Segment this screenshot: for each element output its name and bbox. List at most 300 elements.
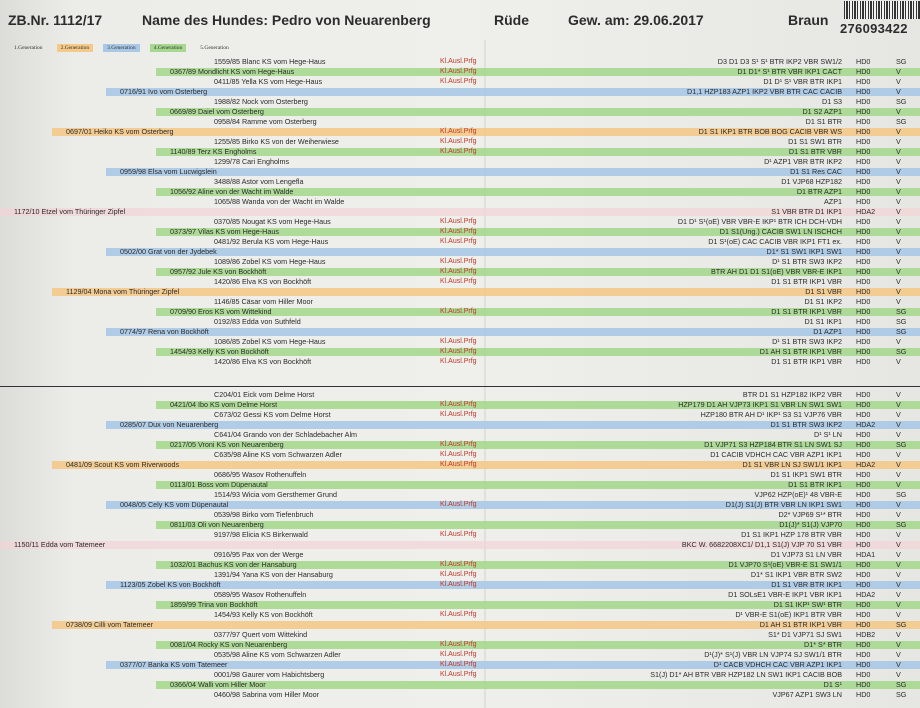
ancestor-name: 1988/82 Nock vom Osterberg — [214, 97, 308, 106]
show-grade: V — [896, 540, 901, 549]
hd-result: HD0 — [856, 690, 871, 699]
legend-gen-2: 2.Generation — [57, 44, 94, 52]
show-grade: SG — [896, 440, 907, 449]
pedigree-row — [0, 600, 920, 609]
breeding-exam: Kl.Ausl.Prfg — [440, 148, 477, 155]
awards-text: S1 VBR BTR D1 IKP1 — [771, 207, 842, 216]
pedigree-row — [0, 450, 920, 459]
pedigree-row — [0, 157, 920, 166]
awards-text: D1 S1 IKP1 BTR BOB BOG CACIB VBR WS — [698, 127, 842, 136]
hd-result: HD0 — [856, 660, 871, 669]
show-grade: V — [896, 217, 901, 226]
breeding-exam: Kl.Ausl.Prfg — [440, 641, 477, 648]
ancestor-name: 0048/05 Cely KS vom Düpenautal — [120, 500, 229, 509]
sex-label: Rüde — [494, 12, 529, 28]
whelp-date: Gew. am: 29.06.2017 — [568, 12, 704, 28]
show-grade: SG — [896, 520, 907, 529]
hd-result: HD0 — [856, 500, 871, 509]
ancestor-name: 0774/97 Rena von Bockhöft — [120, 327, 209, 336]
pedigree-row — [0, 177, 920, 186]
show-grade: V — [896, 600, 901, 609]
show-grade: V — [896, 550, 901, 559]
ancestor-name: 1420/86 Elva KS von Bockhöft — [214, 357, 312, 366]
ancestor-name: 3488/88 Astor vom Lengefla — [214, 177, 304, 186]
ancestor-name: 1056/92 Aline von der Wacht im Walde — [170, 187, 294, 196]
awards-text: D3 D1 D3 S¹ S¹ BTR IKP2 VBR SW1/2 — [717, 57, 842, 66]
awards-text: S1(J) D1* AH BTR VBR HZP182 LN SW1 IKP1 CACIB BOB — [650, 670, 842, 679]
breeding-exam: Kl.Ausl.Prfg — [440, 238, 477, 245]
hd-result: HD0 — [856, 307, 871, 316]
breeding-exam: Kl.Ausl.Prfg — [440, 308, 477, 315]
awards-text: D1 S1 BTR IKP1 VBR — [771, 277, 842, 286]
ancestor-name: 0539/98 Birko vom Tiefenbruch — [214, 510, 314, 519]
hd-result: HD0 — [856, 510, 871, 519]
hd-result: HD0 — [856, 400, 871, 409]
hd-result: HD0 — [856, 600, 871, 609]
ancestor-name: 0959/98 Elsa vom Lucwigslein — [120, 167, 217, 176]
generation-band — [156, 681, 920, 689]
pedigree-row — [0, 680, 920, 689]
hd-result: HD0 — [856, 97, 871, 106]
ancestor-name: 1514/93 Wicia vom Gersthemer Grund — [214, 490, 338, 499]
ancestor-name: 1129/04 Mona vom Thüringer Zipfel — [66, 287, 180, 296]
hd-result: HD0 — [856, 440, 871, 449]
show-grade: SG — [896, 347, 907, 356]
hd-result: HD0 — [856, 390, 871, 399]
awards-text: D1 S1 BTR SW3 IKP2 — [770, 420, 842, 429]
registration-number: ZB.Nr. 1112/17 — [8, 12, 103, 28]
awards-text: D1 S1 IKP1 SW1 BTR — [770, 470, 842, 479]
awards-text: D1 S1(Ung.) CACIB SW1 LN ISCHCH — [719, 227, 842, 236]
ancestor-name: 0958/84 Ramme vom Osterberg — [214, 117, 317, 126]
show-grade: SG — [896, 490, 907, 499]
breeding-exam: Kl.Ausl.Prfg — [440, 68, 477, 75]
hd-result: HD0 — [856, 580, 871, 589]
pedigree-row — [0, 67, 920, 76]
show-grade: V — [896, 510, 901, 519]
ancestor-name: 1299/78 Cari Engholms — [214, 157, 290, 166]
show-grade: V — [896, 530, 901, 539]
breeding-exam: Kl.Ausl.Prfg — [440, 451, 477, 458]
hd-result: HD0 — [856, 520, 871, 529]
awards-text: D1 S1 SW1 BTR — [788, 137, 842, 146]
hd-result: HD0 — [856, 470, 871, 479]
show-grade: V — [896, 127, 901, 136]
breeding-exam: Kl.Ausl.Prfg — [440, 58, 477, 65]
hd-result: HDA2 — [856, 420, 876, 429]
show-grade: V — [896, 480, 901, 489]
generation-band — [52, 288, 920, 296]
ancestor-name: 1150/11 Edda vom Tatemeer — [14, 540, 106, 549]
show-grade: V — [896, 77, 901, 86]
ancestor-name: 9197/98 Elicia KS Birkenwald — [214, 530, 308, 539]
breeding-exam: Kl.Ausl.Prfg — [440, 461, 477, 468]
legend-gen-3: 3.Generation — [103, 44, 140, 52]
pedigree-row — [0, 500, 920, 509]
hd-result: HD0 — [856, 257, 871, 266]
breeding-exam: Kl.Ausl.Prfg — [440, 358, 477, 365]
pedigree-row — [0, 400, 920, 409]
breeding-exam: Kl.Ausl.Prfg — [440, 401, 477, 408]
awards-text: D1(J)* S1(J) VJP70 — [779, 520, 842, 529]
hd-result: HD0 — [856, 197, 871, 206]
pedigree-row — [0, 257, 920, 266]
awards-text: D1* S1 SW1 IKP1 SW1 — [766, 247, 842, 256]
show-grade: V — [896, 67, 901, 76]
breeding-exam: Kl.Ausl.Prfg — [440, 661, 477, 668]
hd-result: HD0 — [856, 560, 871, 569]
awards-text: D1 S1 IKP1 HZP 178 BTR VBR — [741, 530, 842, 539]
awards-text: D1 S2 AZP1 — [802, 107, 842, 116]
awards-text: VJP62 HZP(oE)¹ 48 VBR-E — [754, 490, 842, 499]
ancestor-name: 0686/95 Wasov Rothenuffeln — [214, 470, 307, 479]
pedigree-row — [0, 510, 920, 519]
awards-text: D¹ S¹ LN — [814, 430, 842, 439]
ancestor-name: 0217/05 Vroni KS von Neuarenberg — [170, 440, 284, 449]
hd-result: HDA2 — [856, 207, 876, 216]
awards-text: S1* D1 VJP71 SJ SW1 — [768, 630, 842, 639]
hd-result: HD0 — [856, 450, 871, 459]
show-grade: V — [896, 237, 901, 246]
pedigree-row — [0, 670, 920, 679]
legend-gen-5: 5.Generation — [200, 45, 229, 51]
ancestor-name: 1454/93 Kelly KS von Bockhöft — [214, 610, 313, 619]
ancestor-name: 1172/10 Etzel vom Thüringer Zipfel — [14, 207, 126, 216]
show-grade: V — [896, 207, 901, 216]
hd-result: HD0 — [856, 57, 871, 66]
awards-text: D1 AH S1 BTR IKP1 VBR — [759, 347, 842, 356]
hd-result: HD0 — [856, 217, 871, 226]
breeding-exam: Kl.Ausl.Prfg — [440, 128, 477, 135]
ancestor-name: 0366/04 Walli vom Hiller Moor — [170, 680, 266, 689]
hd-result: HD0 — [856, 650, 871, 659]
hd-result: HD0 — [856, 157, 871, 166]
pedigree-row — [0, 347, 920, 356]
awards-text: D1 S1 BTR IKP1 — [788, 480, 842, 489]
show-grade: V — [896, 420, 901, 429]
awards-text: D1 S1 BTR VBR — [788, 147, 842, 156]
hd-result: HD0 — [856, 147, 871, 156]
show-grade: V — [896, 197, 901, 206]
ancestor-name: 1454/93 Kelly KS von Bockhöft — [170, 347, 269, 356]
breeding-exam: Kl.Ausl.Prfg — [440, 571, 477, 578]
show-grade: V — [896, 390, 901, 399]
hd-result: HDA1 — [856, 550, 876, 559]
show-grade: V — [896, 660, 901, 669]
pedigree-row — [0, 540, 920, 549]
hd-result: HD0 — [856, 187, 871, 196]
show-grade: SG — [896, 317, 907, 326]
show-grade: V — [896, 560, 901, 569]
awards-text: D1 S1 VBR — [805, 287, 842, 296]
ancestor-name: 0460/98 Sabrina vom Hiller Moor — [214, 690, 320, 699]
barcode-image — [844, 1, 920, 19]
hd-result: HDA2 — [856, 460, 876, 469]
show-grade: V — [896, 357, 901, 366]
show-grade: SG — [896, 327, 907, 336]
show-grade: V — [896, 157, 901, 166]
awards-text: D¹ VBR-E S1(oE) IKP1 BTR VBR — [735, 610, 842, 619]
ancestor-name: 0001/98 Gaurer vom Habichtsberg — [214, 670, 325, 679]
ancestor-name: 0697/01 Heiko KS vom Osterberg — [66, 127, 174, 136]
ancestor-name: 0481/92 Berula KS vom Hege-Haus — [214, 237, 329, 246]
ancestor-name: 0709/90 Eros KS vom Wittekind — [170, 307, 272, 316]
show-grade: V — [896, 460, 901, 469]
hd-result: HD0 — [856, 337, 871, 346]
ancestor-name: 0716/91 Ivo vom Osterberg — [120, 87, 208, 96]
awards-text: D1 S¹ — [823, 680, 842, 689]
awards-text: D1 AH S1 BTR IKP1 VBR — [759, 620, 842, 629]
awards-text: D1* S1 IKP1 VBR BTR SW2 — [750, 570, 842, 579]
show-grade: SG — [896, 57, 907, 66]
pedigree-row — [0, 610, 920, 619]
awards-text: D¹ S1 BTR SW3 IKP2 — [772, 257, 842, 266]
pedigree-row — [0, 77, 920, 86]
pedigree-row — [0, 480, 920, 489]
ancestor-name: 0192/83 Edda von Suthfeld — [214, 317, 301, 326]
awards-text: D1 CACIB VDHCH CAC VBR AZP1 IKP1 — [710, 450, 842, 459]
breeding-exam: Kl.Ausl.Prfg — [440, 258, 477, 265]
awards-text: D1 SOLsE1 VBR-E IKP1 VBR IKP1 — [728, 590, 842, 599]
ancestor-name: C635/98 Aline KS vom Schwarzen Adler — [214, 450, 342, 459]
show-grade: V — [896, 400, 901, 409]
ancestor-name: C204/01 Eick vom Delme Horst — [214, 390, 315, 399]
ancestor-name: 0113/01 Boss vom Düpenautal — [170, 480, 268, 489]
show-grade: SG — [896, 97, 907, 106]
awards-text: D1 S1 IKP2 — [804, 297, 842, 306]
hd-result: HD0 — [856, 127, 871, 136]
legend-gen-4: 4.Generation — [150, 44, 187, 52]
pedigree-row — [0, 490, 920, 499]
show-grade: V — [896, 287, 901, 296]
awards-text: D1 S1 Res CAC — [790, 167, 842, 176]
pedigree-row — [0, 267, 920, 276]
pedigree-row — [0, 297, 920, 306]
pedigree-row — [0, 520, 920, 529]
hd-result: HD0 — [856, 570, 871, 579]
hd-result: HD0 — [856, 167, 871, 176]
awards-text: D1* S* BTR — [804, 640, 842, 649]
pedigree-row — [0, 430, 920, 439]
ancestor-name: 0377/97 Quert vom Wittekind — [214, 630, 308, 639]
show-grade: SG — [896, 117, 907, 126]
awards-text: D1 D1* S¹ BTR VBR IKP1 CACT — [737, 67, 842, 76]
pedigree-row — [0, 660, 920, 669]
pedigree-row — [0, 167, 920, 176]
show-grade: V — [896, 227, 901, 236]
awards-text: HZP180 BTR AH D¹ IKP¹ S3 S1 VJP76 VBR — [700, 410, 842, 419]
show-grade: V — [896, 297, 901, 306]
pedigree-row — [0, 57, 920, 66]
generation-legend — [10, 44, 243, 52]
pedigree-row — [0, 307, 920, 316]
show-grade: V — [896, 570, 901, 579]
awards-text: D2* VJP69 S¹* BTR — [778, 510, 842, 519]
breeding-exam: Kl.Ausl.Prfg — [440, 278, 477, 285]
show-grade: V — [896, 187, 901, 196]
awards-text: D1 S1 IKP¹ SW¹ BTR — [773, 600, 842, 609]
barcode-number: 276093422 — [840, 21, 908, 36]
show-grade: V — [896, 147, 901, 156]
hd-result: HD0 — [856, 247, 871, 256]
ancestor-name: 1089/86 Zobel KS vom Hege-Haus — [214, 257, 326, 266]
awards-text: D1,1 HZP183 AZP1 IKP2 VBR BTR CAC CACIB — [687, 87, 842, 96]
ancestor-name: 0421/04 Ibo KS vom Delme Horst — [170, 400, 278, 409]
parent-divider-line — [0, 386, 920, 387]
ancestor-name: C641/04 Grando von der Schladebacher Alm — [214, 430, 358, 439]
pedigree-row — [0, 127, 920, 136]
show-grade: SG — [896, 690, 907, 699]
awards-text: D1 VJP73 S1 LN VBR — [770, 550, 842, 559]
pedigree-row — [0, 630, 920, 639]
breeding-exam: Kl.Ausl.Prfg — [440, 561, 477, 568]
pedigree-row — [0, 197, 920, 206]
awards-text: VJP67 AZP1 SW3 LN — [772, 690, 842, 699]
ancestor-name: 0481/09 Scout KS vom Riverwoods — [66, 460, 180, 469]
hd-result: HD0 — [856, 480, 871, 489]
breeding-exam: Kl.Ausl.Prfg — [440, 228, 477, 235]
ancestor-name: 0535/98 Aline KS vom Schwarzen Adler — [214, 650, 341, 659]
hd-result: HD0 — [856, 347, 871, 356]
breeding-exam: Kl.Ausl.Prfg — [440, 531, 477, 538]
pedigree-row — [0, 287, 920, 296]
hd-result: HD0 — [856, 490, 871, 499]
show-grade: V — [896, 410, 901, 419]
ancestor-name: 0411/85 Yella KS vom Hege-Haus — [214, 77, 323, 86]
ancestor-name: 1065/88 Wanda von der Wacht im Walde — [214, 197, 345, 206]
pedigree-row — [0, 207, 920, 216]
awards-text: D1 VJP70 S¹(oE) VBR-E S1 SW1/1 — [728, 560, 842, 569]
ancestor-name: 0589/95 Wasov Rothenuffeln — [214, 590, 307, 599]
awards-text: BKC W. 6682208XC1/ D1,1 S1(J) VJP 70 S1 VBR — [681, 540, 842, 549]
hd-result: HD0 — [856, 267, 871, 276]
pedigree-row — [0, 550, 920, 559]
ancestor-name: 0916/95 Pax von der Werge — [214, 550, 304, 559]
hd-result: HD0 — [856, 610, 871, 619]
hd-result: HD0 — [856, 327, 871, 336]
pedigree-row — [0, 390, 920, 399]
hd-result: HD0 — [856, 357, 871, 366]
hd-result: HD0 — [856, 87, 871, 96]
awards-text: D1 S1 BTR IKP1 VBR — [771, 307, 842, 316]
awards-text: BTR D1 S1 HZP182 IKP2 VBR — [742, 390, 842, 399]
show-grade: V — [896, 430, 901, 439]
show-grade: V — [896, 670, 901, 679]
hd-result: HD0 — [856, 430, 871, 439]
ancestor-name: 0370/85 Nougat KS vom Hege-Haus — [214, 217, 331, 226]
breeding-exam: Kl.Ausl.Prfg — [440, 78, 477, 85]
show-grade: V — [896, 470, 901, 479]
hd-result: HD0 — [856, 137, 871, 146]
pedigree-row — [0, 217, 920, 226]
pedigree-row — [0, 650, 920, 659]
coat-color: Braun — [788, 12, 829, 28]
pedigree-row — [0, 590, 920, 599]
hd-result: HD0 — [856, 670, 871, 679]
show-grade: V — [896, 650, 901, 659]
ancestor-name: 1140/89 Terz KS Engholms — [170, 147, 257, 156]
awards-text: HZP179 D1 AH VJP73 IKP1 S1 VBR LN SW1 SW1 — [678, 400, 842, 409]
show-grade: V — [896, 500, 901, 509]
hd-result: HDA2 — [856, 590, 876, 599]
hd-result: HD0 — [856, 67, 871, 76]
show-grade: V — [896, 167, 901, 176]
awards-text: D¹(J)* S¹(J) VBR LN VJP74 SJ SW1/1 BTR — [704, 650, 842, 659]
pedigree-row — [0, 187, 920, 196]
hd-result: HD0 — [856, 680, 871, 689]
pedigree-row — [0, 530, 920, 539]
ancestor-name: 1255/85 Birko KS von der Weiherwiese — [214, 137, 339, 146]
awards-text: D1 S3 — [822, 97, 842, 106]
pedigree-row — [0, 640, 920, 649]
ancestor-name: 0373/97 Vilas KS vom Hege-Haus — [170, 227, 279, 236]
show-grade: SG — [896, 680, 907, 689]
awards-text: D1 S1 BTR — [805, 117, 842, 126]
pedigree-row — [0, 580, 920, 589]
pedigree-row — [0, 560, 920, 569]
awards-text: D1 S1 IKP1 — [804, 317, 842, 326]
dog-name: Name des Hundes: Pedro von Neuarenberg — [142, 12, 431, 28]
pedigree-row — [0, 147, 920, 156]
awards-text: D1 S¹(oE) CAC CACIB VBR IKP1 FT1 ex. — [708, 237, 842, 246]
pedigree-header — [0, 0, 920, 40]
ancestor-name: 0669/89 Daiel vom Osterberg — [170, 107, 264, 116]
pedigree-row — [0, 470, 920, 479]
breeding-exam: Kl.Ausl.Prfg — [440, 218, 477, 225]
hd-result: HD0 — [856, 287, 871, 296]
hd-result: HD0 — [856, 317, 871, 326]
ancestor-name: 1391/94 Yana KS von der Hansaburg — [214, 570, 333, 579]
hd-result: HD0 — [856, 177, 871, 186]
ancestor-name: 0367/89 Mondlicht KS vom Hege-Haus — [170, 67, 295, 76]
breeding-exam: Kl.Ausl.Prfg — [440, 501, 477, 508]
hd-result: HD0 — [856, 237, 871, 246]
pedigree-row — [0, 357, 920, 366]
legend-gen-1: 1.Generation — [14, 45, 43, 51]
show-grade: V — [896, 267, 901, 276]
hd-result: HD0 — [856, 77, 871, 86]
ancestor-name: 1086/85 Zobel KS vom Hege-Haus — [214, 337, 326, 346]
awards-text: D1 VJP68 HZP182 — [781, 177, 842, 186]
ancestor-name: 1859/99 Trina von Bockhöft — [170, 600, 258, 609]
hd-result: HD0 — [856, 620, 871, 629]
generation-band — [106, 328, 920, 336]
awards-text: D1 D¹ S¹(oE) VBR VBR-E IKP¹ BTR ICH DCH-VDH — [677, 217, 842, 226]
show-grade: V — [896, 580, 901, 589]
ancestor-name: 0377/07 Banka KS vom Tatemeer — [120, 660, 228, 669]
ancestor-name: 0502/00 Grat von der Jydebek — [120, 247, 217, 256]
show-grade: V — [896, 257, 901, 266]
pedigree-row — [0, 410, 920, 419]
pedigree-row — [0, 570, 920, 579]
hd-result: HDB2 — [856, 630, 876, 639]
ancestor-name: 1559/85 Blanc KS vom Hege-Haus — [214, 57, 326, 66]
breeding-exam: Kl.Ausl.Prfg — [440, 441, 477, 448]
pedigree-row — [0, 227, 920, 236]
awards-text: D1 AZP1 — [813, 327, 842, 336]
breeding-exam: Kl.Ausl.Prfg — [440, 348, 477, 355]
show-grade: V — [896, 107, 901, 116]
ancestor-name: 1123/05 Zobel KS von Bockhöft — [120, 580, 221, 589]
ancestor-name: 1420/86 Elva KS von Bockhöft — [214, 277, 312, 286]
awards-text: D1 S1 VBR BTR IKP1 — [771, 580, 842, 589]
show-grade: V — [896, 640, 901, 649]
awards-text: D1 S1 VBR LN SJ SW1/1 IKP1 — [742, 460, 842, 469]
pedigree-row — [0, 237, 920, 246]
awards-text: AZP1 — [824, 197, 842, 206]
pedigree-row — [0, 420, 920, 429]
breeding-exam: Kl.Ausl.Prfg — [440, 611, 477, 618]
